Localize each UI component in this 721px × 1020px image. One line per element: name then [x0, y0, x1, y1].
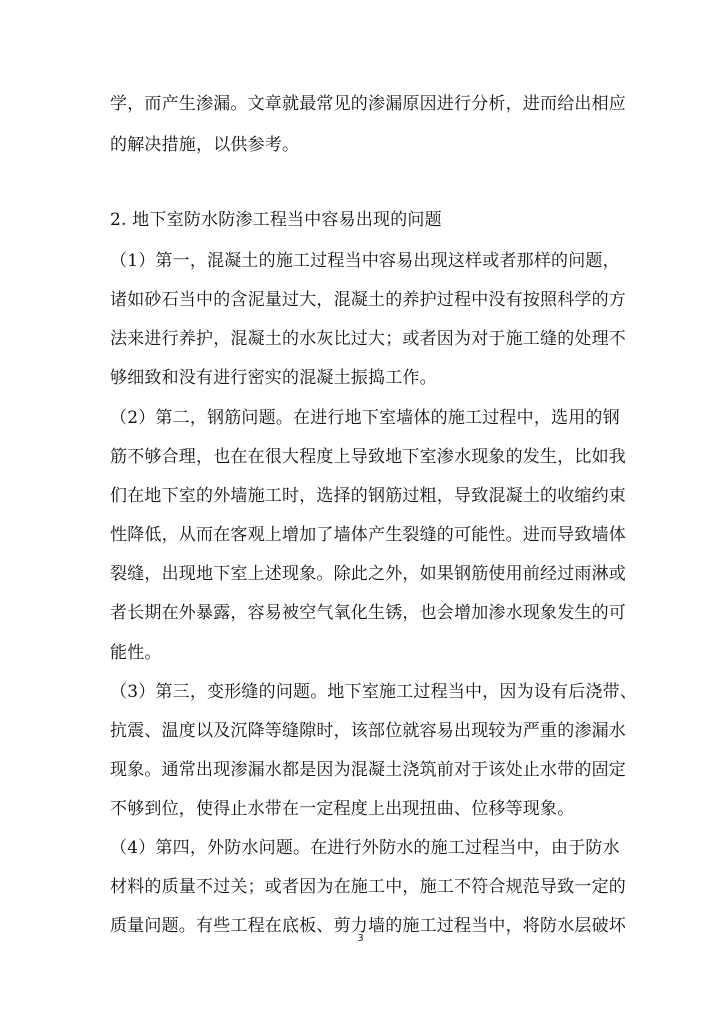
text-line: 筋不够合理，也在在很大程度上导致地下室渗水现象的发生，比如我 [110, 447, 626, 467]
text-line: 性降低，从而在客观上增加了墙体产生裂缝的可能性。进而导致墙体 [110, 525, 626, 545]
text-line: 的解决措施，以供参考。 [110, 135, 300, 155]
text-line: 们在地下室的外墙施工时，选择的钢筋过粗，导致混凝土的收缩约束 [110, 486, 626, 506]
text-line: （2）第二，钢筋问题。在进行地下室墙体的施工过程中，选用的钢 [110, 408, 620, 428]
section-heading: 2. 地下室防水防渗工程当中容易出现的问题 [110, 210, 442, 230]
text-line: 学，而产生渗漏。文章就最常见的渗漏原因进行分析，进而给出相应 [110, 94, 626, 114]
text-line: （1）第一，混凝土的施工过程当中容易出现这样或者那样的问题， [110, 251, 620, 271]
text-line: 法来进行养护，混凝土的水灰比过大；或者因为对于施工缝的处理不 [110, 329, 626, 349]
page-number: 3 [357, 933, 364, 944]
text-line: （3）第三，变形缝的问题。地下室施工过程当中，因为设有后浇带、 [110, 682, 638, 702]
text-line: 者长期在外暴露，容易被空气氧化生锈，也会增加渗水现象发生的可 [110, 603, 626, 623]
text-line: 裂缝，出现地下室上述现象。除此之外，如果钢筋使用前经过雨淋或 [110, 564, 626, 584]
text-line: 材料的质量不过关；或者因为在施工中，施工不符合规范导致一定的 [110, 877, 626, 897]
text-line: 能性。 [110, 643, 162, 663]
text-line: 诸如砂石当中的含泥量过大，混凝土的养护过程中没有按照科学的方 [110, 290, 626, 310]
text-line: 抗震、温度以及沉降等缝隙时，该部位就容易出现较为严重的渗漏水 [110, 721, 626, 741]
text-line: 不够到位，使得止水带在一定程度上出现扭曲、位移等现象。 [110, 799, 575, 819]
text-line: 够细致和没有进行密实的混凝土振捣工作。 [110, 368, 437, 388]
text-line: 质量问题。有些工程在底板、剪力墙的施工过程当中，将防水层破坏 [110, 916, 626, 936]
text-line: 现象。通常出现渗漏水都是因为混凝土浇筑前对于该处止水带的固定 [110, 760, 626, 780]
text-line: （4）第四，外防水问题。在进行外防水的施工过程当中，由于防水 [110, 838, 620, 858]
